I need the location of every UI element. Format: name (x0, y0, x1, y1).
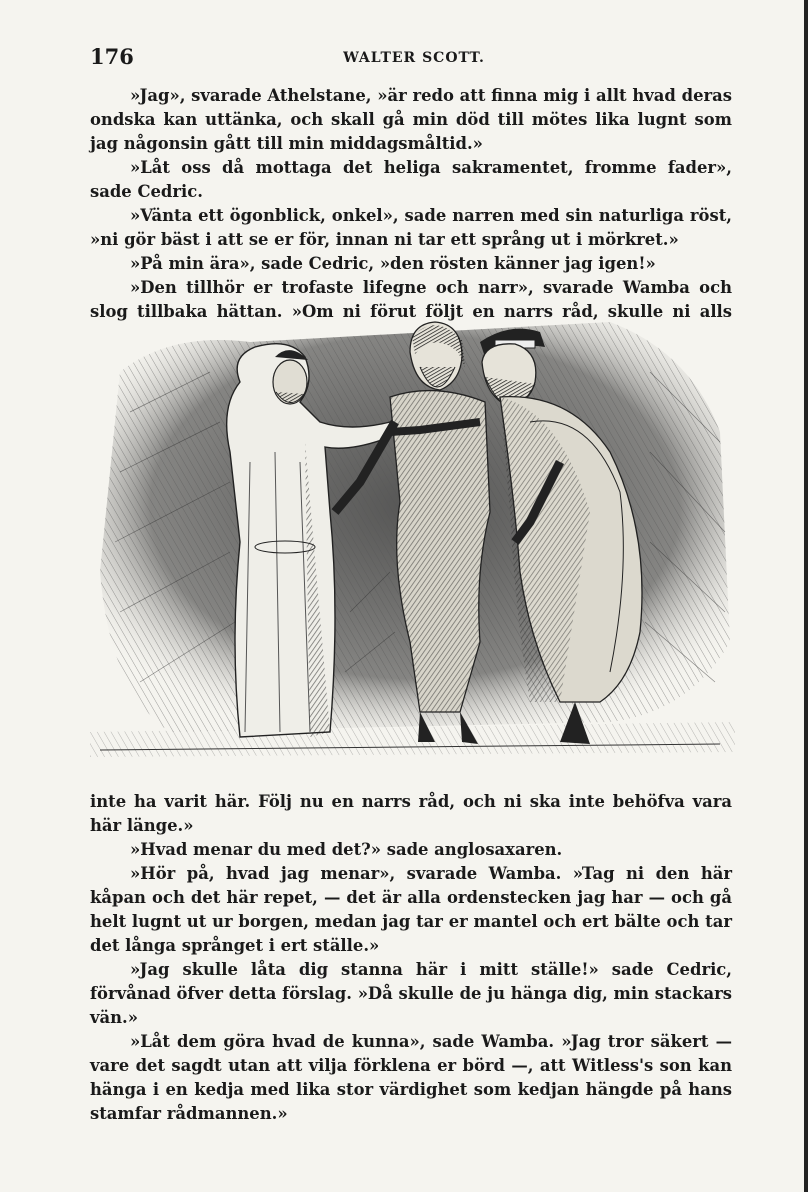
page-edge-shadow (804, 0, 808, 1192)
paragraph: inte ha varit här. Följ nu en narrs råd, och ni ska inte behöfva vara här länge.» (90, 792, 732, 835)
paragraph: »Jag skulle låta dig stanna här i mitt ställe!» sade Cedric, förvånad öfver detta förslag. »Då skulle de ju hänga dig, min stackars vän.» (90, 960, 732, 1027)
running-title: WALTER SCOTT. (343, 50, 485, 66)
engraving-illustration (90, 312, 735, 772)
page-number: 176 (90, 44, 134, 69)
paragraph: »Låt dem göra hvad de kunna», sade Wamba. »Jag tror säkert — vare det sagdt utan att vilja förklena er börd —, att Witless's son kan hänga i en kedja med lika stor värdighet som kedjan hängde på hans stamfar rådmannen.» (90, 1032, 732, 1123)
paragraph: »Hör på, hvad jag menar», svarade Wamba. »Tag ni den här kåpan och det här repet, — det är alla ordenstecken jag har — och gå helt lugnt ut ur borgen, medan jag tar er mantel och ert bälte och tar det långa språnget i ert ställe.» (90, 864, 732, 955)
paragraph: »Den tillhör er trofaste lifegne och narr», svarade Wamba och slog tillbaka hättan. »Om ni förut följt en narrs råd, skulle ni alls (90, 278, 732, 321)
paragraph: »Hvad menar du med det?» sade anglosaxaren. (130, 840, 563, 859)
paragraph: »På min ära», sade Cedric, »den rösten känner jag igen!» (130, 254, 656, 273)
text-block-bottom (90, 790, 732, 1126)
paragraph: »Jag», svarade Athelstane, »är redo att finna mig i allt hvad deras ondska kan uttänka, och skall gå min död till mötes lika lugnt som jag någonsin gått till min middagsmåltid.» (90, 86, 732, 153)
text-block-top (90, 84, 732, 324)
paragraph: »Vänta ett ögonblick, onkel», sade narren med sin naturliga röst, »ni gör bäst i att se er för, innan ni tar ett språng ut i mörkret.» (90, 206, 732, 249)
paragraph: »Låt oss då mottaga det heliga sakramentet, fromme fader», sade Cedric. (90, 158, 732, 201)
